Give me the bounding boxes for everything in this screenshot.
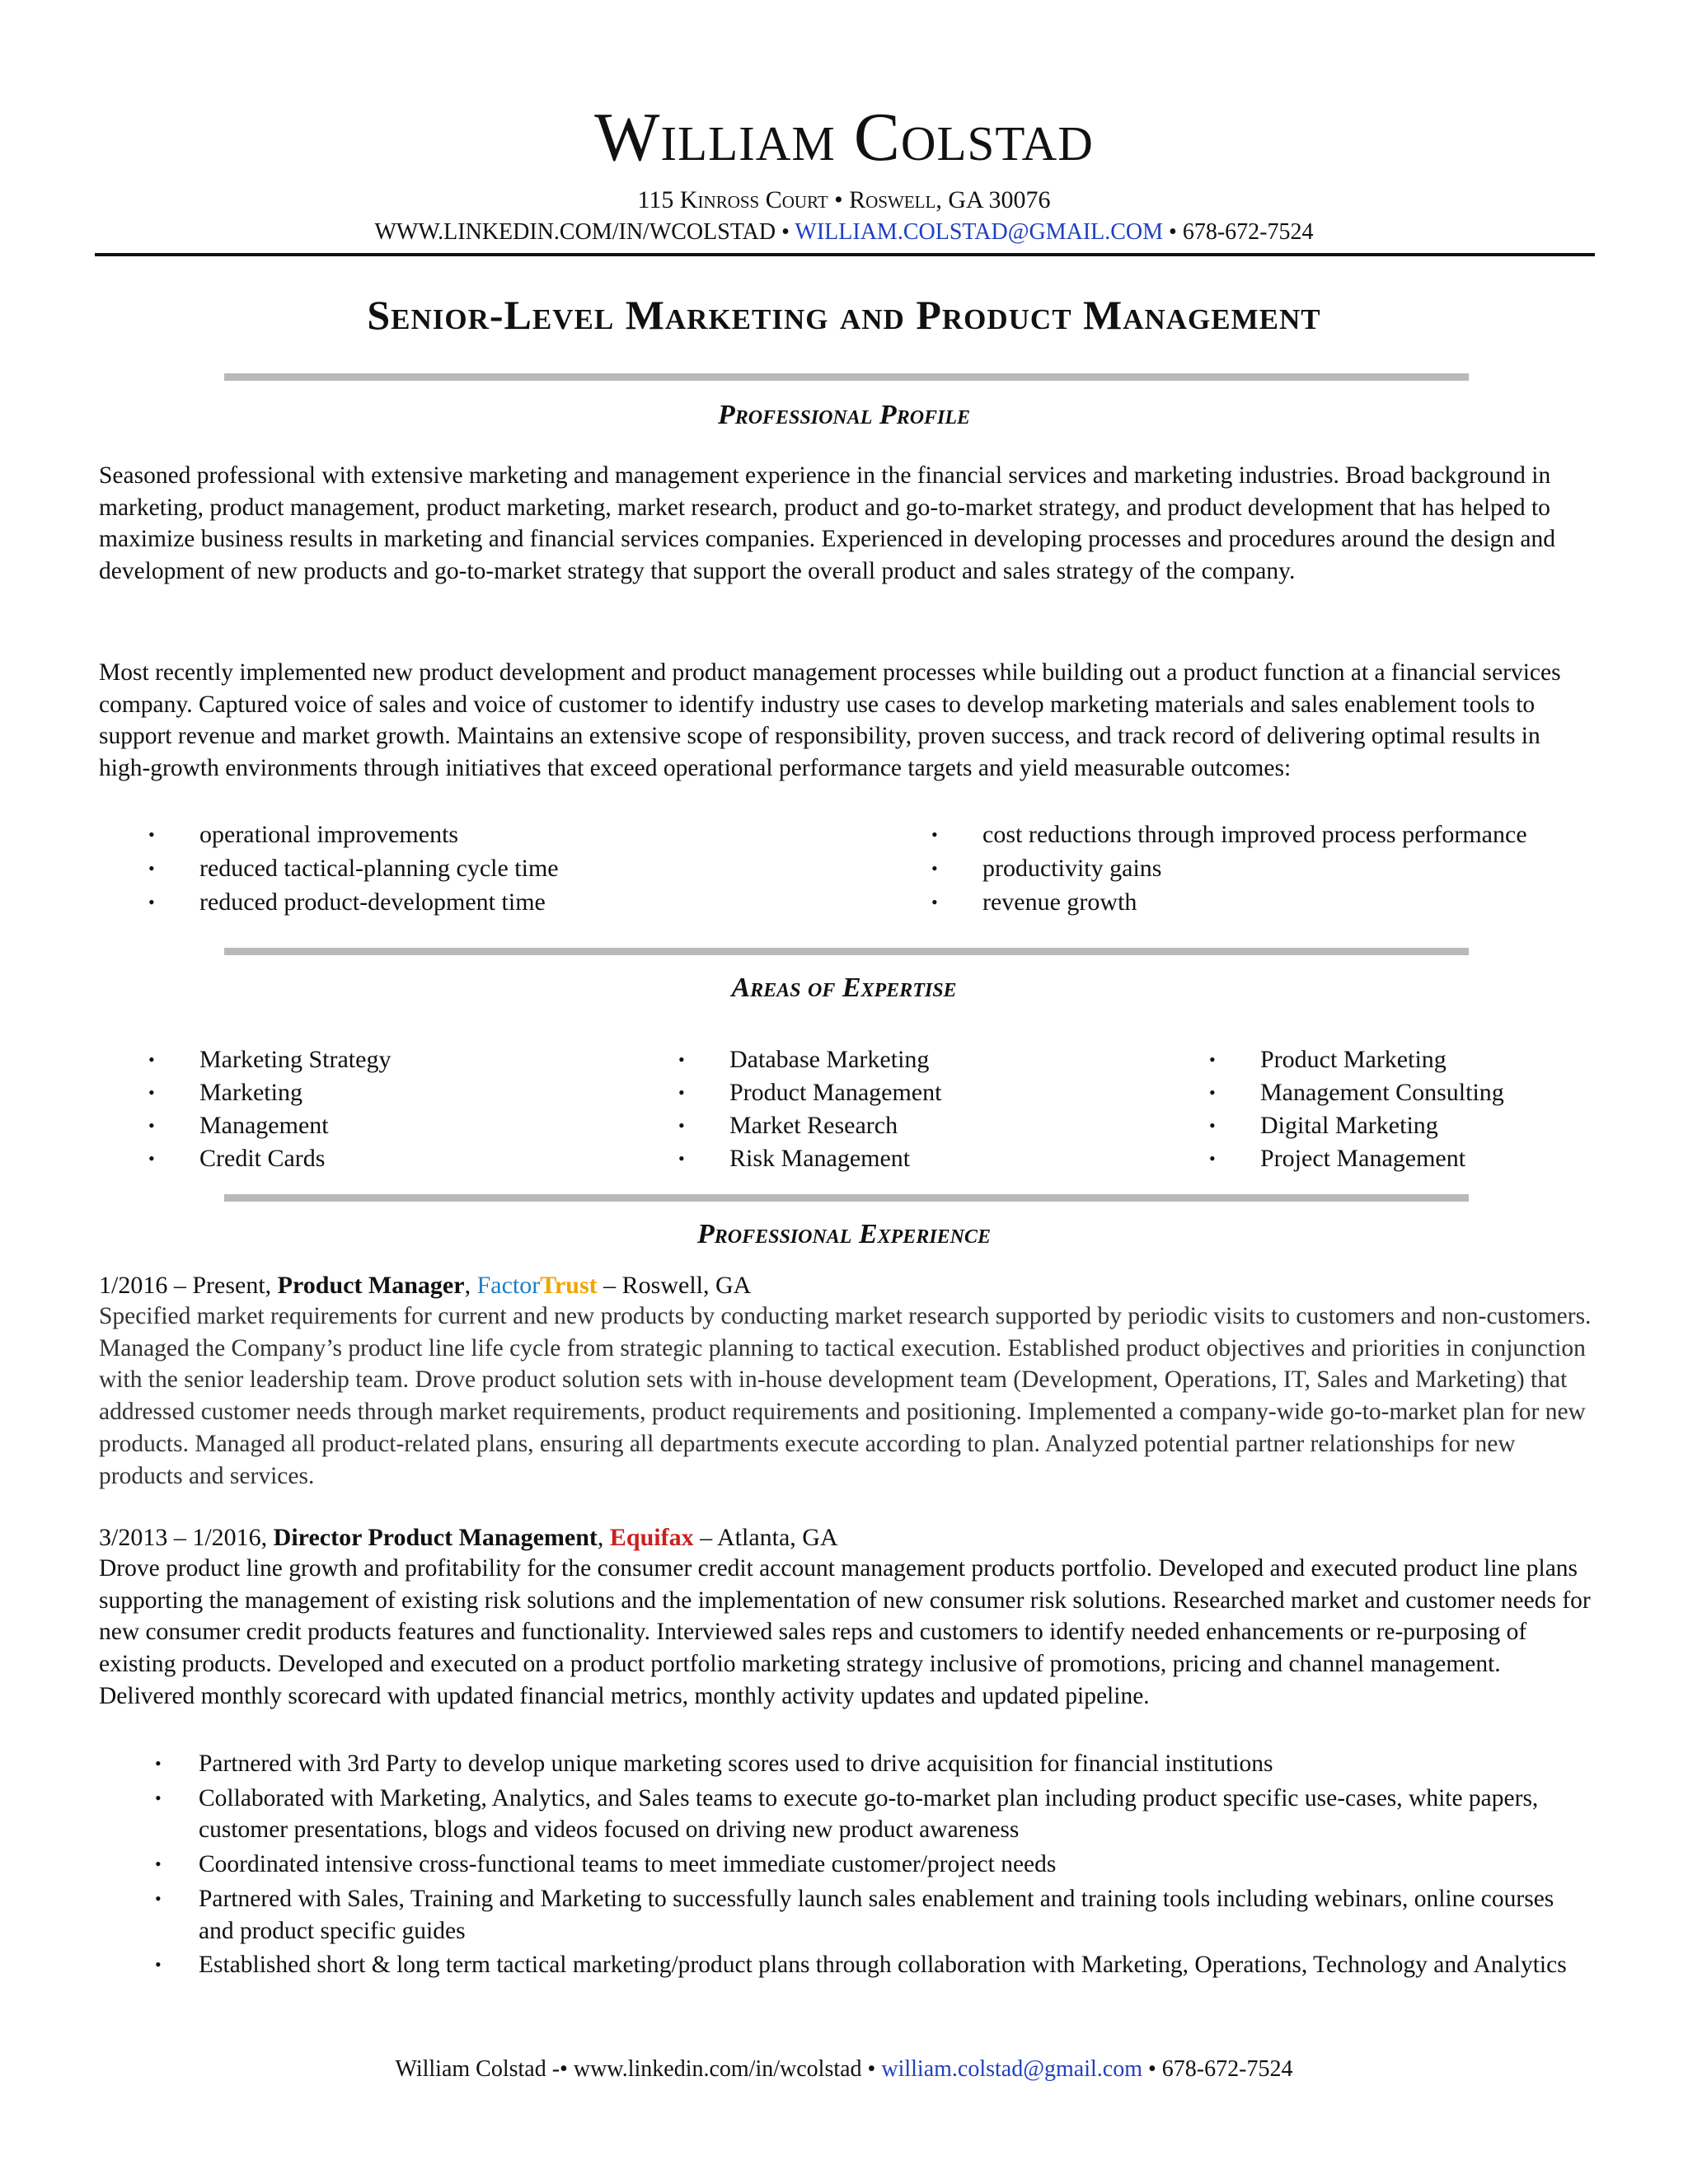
section-title-profile: Professional Profile — [717, 400, 971, 430]
job-location: – Atlanta, GA — [693, 1524, 838, 1551]
job-location: – Roswell, GA — [597, 1272, 752, 1299]
section-divider — [224, 1194, 1469, 1202]
bullet: • — [1209, 1115, 1216, 1136]
profile-paragraph-1: Seasoned professional with extensive marketing and management experience in the financial services and marketing industries. Broad background in marketing, product management, product marketing, market research, product and go-to-market strategy, and product development that has helped to maximize business results in marketing and financial services companies. Experienced in developing processes and procedures around the design and development of new products and go-to-market strategy that support the overall product and sales strategy of the company. — [99, 462, 1555, 585]
career-headline: Senior-Level Marketing and Product Management — [367, 292, 1321, 338]
contact-line — [0, 221, 1688, 244]
bullet: • — [155, 1787, 162, 1808]
bullet: • — [148, 824, 155, 845]
section-divider — [224, 948, 1469, 955]
bullet: • — [148, 858, 155, 879]
footer-email-link[interactable]: william.colstad@gmail.com — [881, 2056, 1142, 2082]
achievement-item: • Established short & long term tactical marketing/product plans through collaboration with Marketing, Operations, Technology and Analytics — [155, 1949, 1589, 1981]
job-title: Director Product Management — [273, 1524, 598, 1551]
footer-phone: 678-672-7524 — [1161, 2056, 1293, 2082]
contact-separator: • — [776, 219, 795, 245]
job-description: Specified market requirements for current and new products by conducting market research supported by periodic visits to customers and non-customers. Managed the Company’s product line life cycle from strategic planning to tactical execution. Established product objectives and priorities in conjunction with the senior leadership team. Drove product solution sets with in-house development team (Development, Operations, IT, Sales and Marketing) that addressed customer needs through market requirements, product requirements and positioning. Implemented a company-wide go-to-market plan for new products. Managed all product-related plans, ensuring all departments execute according to plan. Analyzed potential partner relationships for new products and services. — [99, 1303, 1592, 1489]
achievement-item: • Collaborated with Marketing, Analytics, and Sales teams to execute go-to-market plan including product specific use-cases, white papers, customer presentations, blogs and videos focused on driving new product awareness — [155, 1783, 1589, 1846]
contact-separator: • — [1163, 219, 1183, 245]
section-title-expertise: Areas of Expertise — [731, 972, 957, 1003]
page-footer: William Colstad -• www.linkedin.com/in/wcolstad • william.colstad@gmail.com • 678-672-7524 — [395, 2056, 1293, 2082]
bullet: • — [155, 1753, 162, 1774]
resume-page: William Colstad 115 Kinross Court • Roswell, GA 30076 WWW.LINKEDIN.COM/IN/WCOLSTAD • WILLIAM.COLSTAD@GMAIL.COM • 678-672-7524 Senior-Level Marketing and Product Management Professional Profile Seasoned professional with extensive marketing and management experience in the financial services and marketing industries. Broad background in marketing, product management, product marketing, market research, product and go-to-market strategy, and product development that has helped to maximize business results in marketing and financial services companies. Experienced in developing processes and procedures around the design and development of new products and go-to-market strategy that support the overall product and sales strategy of the company. Most recently implemented new product development and product management processes while building out a product function at a financial services company. Captured voice of sales and voice of customer to identify industry use cases to develop marketing materials and sales enablement tools to support revenue and market growth. Maintains an extensive scope of responsibility, proven success, and track record of delivering optimal results in high-growth environments through initiatives that exceed operational performance targets and yield measurable outcomes: • operational improvements • reduced tactical-planning cycle time • reduced product-development time • cost reductions through improved process performance • productivity gains • revenue growth Areas of Expertise • Marketing Strategy • Marketing • Management • Credit Cards • Database Marketing • Product Management • Market Research • Risk Management • Product Marketing • Management Consulting • Digital Marketing • Project Management Professional Experience 1/2016 – Present, Product Manager, FactorTrust – Roswell, GA Specified market requirements for current and new products by conducting market research supported by periodic visits to customers and non-customers. Managed the Company’s product line life cycle from strategic planning to tactical execution. Established product objectives and priorities in conjunction with the senior leadership team. Drove product solution sets with in-house development team (Development, Operations, IT, Sales and Marketing) that addressed customer needs through market requirements, product requirements and positioning. Implemented a company-wide go-to-market plan for new products. Managed all product-related plans, ensuring all departments execute according to plan. Analyzed potential partner relationships for new products and services. 3/2013 – 1/2016, Director Product Management, Equifax – Atlanta, GA Drove product line growth and profitability for the consumer credit account management products portfolio. Developed and executed product line plans supporting the management of existing risk solutions and the implementation of new consumer risk solutions. Researched market and customer needs for new consumer credit products features and functionality. Interviewed sales reps and customers to identify needed enhancements or re-purposing of existing products. Developed and executed on a product portfolio marketing strategy inclusive of promotions, pricing and channel management. Delivered monthly scorecard with updated financial metrics, monthly activity updates and updated pipeline. • Partnered with 3rd Party to develop unique marketing scores used to drive acquisition for financial institutions • Collaborated with Marketing, Analytics, and Sales teams to execute go-to-market plan including product specific use-cases, white papers, customer presentations, blogs and videos focused on driving new product awareness • Coordinated intensive cross-functional teams to meet immediate customer/project needs • Partnered with Sales, Training and Marketing to successfully launch sales enablement and training tools including webinars, online courses and product specific guides • Established short & long term tactical marketing/product plans through collaboration with Marketing, Operations, Technology and Analytics William Colstad -• www.linkedin.com/in/wcolstad • william.colstad@gmail.com • 678-672-7524 — [0, 0, 1688, 2184]
bullet: • — [931, 892, 938, 912]
achievement-item: • Coordinated intensive cross-functional teams to meet immediate customer/project needs — [155, 1849, 1589, 1881]
job-dates: 3/2013 – 1/2016, — [99, 1524, 274, 1551]
profile-paragraph-2: Most recently implemented new product development and product management processes while building out a product function at a financial services company. Captured voice of sales and voice of customer to identify industry use cases to develop marketing materials and sales enablement tools to support revenue and market growth. Maintains an extensive scope of responsibility, proven success, and track record of delivering optimal results in high-growth environments through initiatives that exceed operational performance targets and yield measurable outcomes: — [99, 659, 1561, 782]
bullet: • — [931, 824, 938, 845]
bullet: • — [148, 1148, 155, 1169]
achievement-item: • Partnered with Sales, Training and Marketing to successfully launch sales enablement and training tools including webinars, online courses and product specific guides — [155, 1883, 1589, 1947]
bullet: • — [155, 1854, 162, 1875]
bullet: • — [678, 1049, 685, 1070]
bullet: • — [155, 1887, 162, 1909]
bullet: • — [148, 892, 155, 912]
job-dates: 1/2016 – Present, — [99, 1272, 278, 1299]
bullet: • — [148, 1115, 155, 1136]
bullet: • — [678, 1115, 685, 1136]
phone-number: 678-672-7524 — [1182, 219, 1314, 245]
company-name: Factor — [476, 1272, 541, 1299]
footer-name: William Colstad -• — [395, 2056, 574, 2082]
email-link[interactable]: WILLIAM.COLSTAD@GMAIL.COM — [795, 219, 1164, 245]
achievement-list — [155, 1748, 1589, 1984]
bullet: • — [678, 1148, 685, 1169]
bullet: • — [678, 1082, 685, 1103]
bullet: • — [155, 1954, 162, 1975]
footer-linkedin[interactable]: www.linkedin.com/in/wcolstad — [573, 2056, 862, 2082]
bullet: • — [148, 1082, 155, 1103]
bullet: • — [148, 1049, 155, 1070]
job-heading: 1/2016 – Present, Product Manager, FactorTrust – Roswell, GA — [99, 1272, 752, 1299]
job-description: Drove product line growth and profitability for the consumer credit account management products portfolio. Developed and executed product line plans supporting the management of existing risk solutions and the implementation of new consumer risk solutions. Researched market and customer needs for new consumer credit products features and functionality. Interviewed sales reps and customers to identify needed enhancements or re-purposing of existing products. Developed and executed on a product portfolio marketing strategy inclusive of promotions, pricing and channel management. Delivered monthly scorecard with updated financial metrics, monthly activity updates and updated pipeline. — [99, 1555, 1591, 1709]
bullet: • — [1209, 1148, 1216, 1169]
mailing-address: 115 Kinross Court • Roswell, GA 30076 — [637, 186, 1051, 213]
section-divider — [224, 373, 1469, 381]
linkedin-url[interactable]: WWW.LINKEDIN.COM/IN/WCOLSTAD — [374, 219, 776, 245]
achievement-item: • Partnered with 3rd Party to develop unique marketing scores used to drive acquisition for financial institutions — [155, 1748, 1589, 1780]
bullet: • — [1209, 1082, 1216, 1103]
company-name: Equifax — [609, 1524, 694, 1551]
company-name-accent: Trust — [540, 1272, 598, 1299]
section-title-experience: Professional Experience — [696, 1219, 992, 1249]
candidate-name: William Colstad — [594, 99, 1094, 176]
header-divider — [95, 253, 1595, 256]
bullet: • — [931, 858, 938, 879]
bullet: • — [1209, 1049, 1216, 1070]
job-heading: 3/2013 – 1/2016, Director Product Management, Equifax – Atlanta, GA — [99, 1524, 838, 1551]
job-title: Product Manager — [277, 1272, 465, 1299]
